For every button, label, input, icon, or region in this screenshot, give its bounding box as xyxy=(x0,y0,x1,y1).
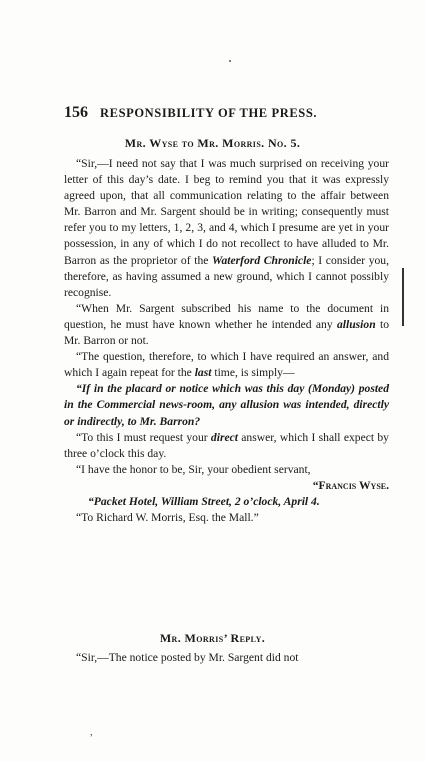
letter-title-wyse-to-morris: Mr. Wyse to Mr. Morris. No. 5. xyxy=(124,136,301,150)
page-header xyxy=(64,104,364,122)
address-line: “To Richard W. Morris, Esq. the Mall.” xyxy=(76,511,259,525)
letter-title-morris-reply: Mr. Morris’ Reply. xyxy=(159,631,266,645)
page-number: 156 xyxy=(64,104,88,121)
reply-body xyxy=(64,650,389,666)
bottom-mark: , xyxy=(90,726,93,738)
paragraph-1 xyxy=(64,156,389,301)
paragraph-2-tail: to Mr. Barron or not. xyxy=(64,317,389,348)
ink-speck xyxy=(229,60,231,62)
paragraph-3 xyxy=(64,349,389,381)
paragraph-5-text: “To this I must request your xyxy=(76,430,208,444)
paragraph-5 xyxy=(64,430,389,462)
dateline: “Packet Hotel, William Street, 2 o’clock, April 4. xyxy=(88,494,320,508)
paragraph-3-tail: time, is simply— xyxy=(211,366,295,380)
paragraph-1-tail: ; I consider you, therefore, as having assumed a new ground, which I cannot possibly recognise. xyxy=(64,253,389,299)
margin-line xyxy=(402,268,404,326)
paragraph-2 xyxy=(64,301,389,349)
paragraph-1-text: “Sir,—I need not say that I was much surprised on receiving your letter of this day’s date. I beg to remind you that it was expressly agreed upon, that all communication relating to the affair between Mr. Barron and Mr. Sargent should be in writing; consequently must refer you to my letters, 1, 2, 3, and 4, which I presume are yet in your possession, in any of which I do not recollect to have alluded to Mr. Barron as the proprietor of the xyxy=(64,157,389,267)
paragraph-2-text: “When Mr. Sargent subscribed his name to the document in question, he must have known whether he intended any xyxy=(64,301,389,331)
closing-line: “I have the honor to be, Sir, your obedient servant, xyxy=(76,462,311,476)
paragraph-3-italic: last xyxy=(194,366,212,380)
signature: “Francis Wyse. xyxy=(312,478,389,492)
paragraph-5-tail: answer, which I shall expect by three o’clock this day. xyxy=(64,430,389,460)
paragraph-2-italic: allusion xyxy=(336,317,376,331)
newspaper-name: Waterford Chronicle xyxy=(212,253,312,267)
running-head: RESPONSIBILITY OF THE PRESS. xyxy=(100,106,318,120)
question-quote: “If in the placard or notice which was this day (Monday) posted in the Commercial news-room, any allusion was intended, directly or indirectly, to Mr. Barron? xyxy=(64,382,389,428)
paragraph-5-italic: direct xyxy=(210,430,238,444)
reply-first-line: “Sir,—The notice posted by Mr. Sargent did not xyxy=(76,651,299,664)
letter-body xyxy=(64,156,389,526)
paragraph-3-text: “The question, therefore, to which I have required an answer, and which I again repeat for the xyxy=(64,350,389,380)
